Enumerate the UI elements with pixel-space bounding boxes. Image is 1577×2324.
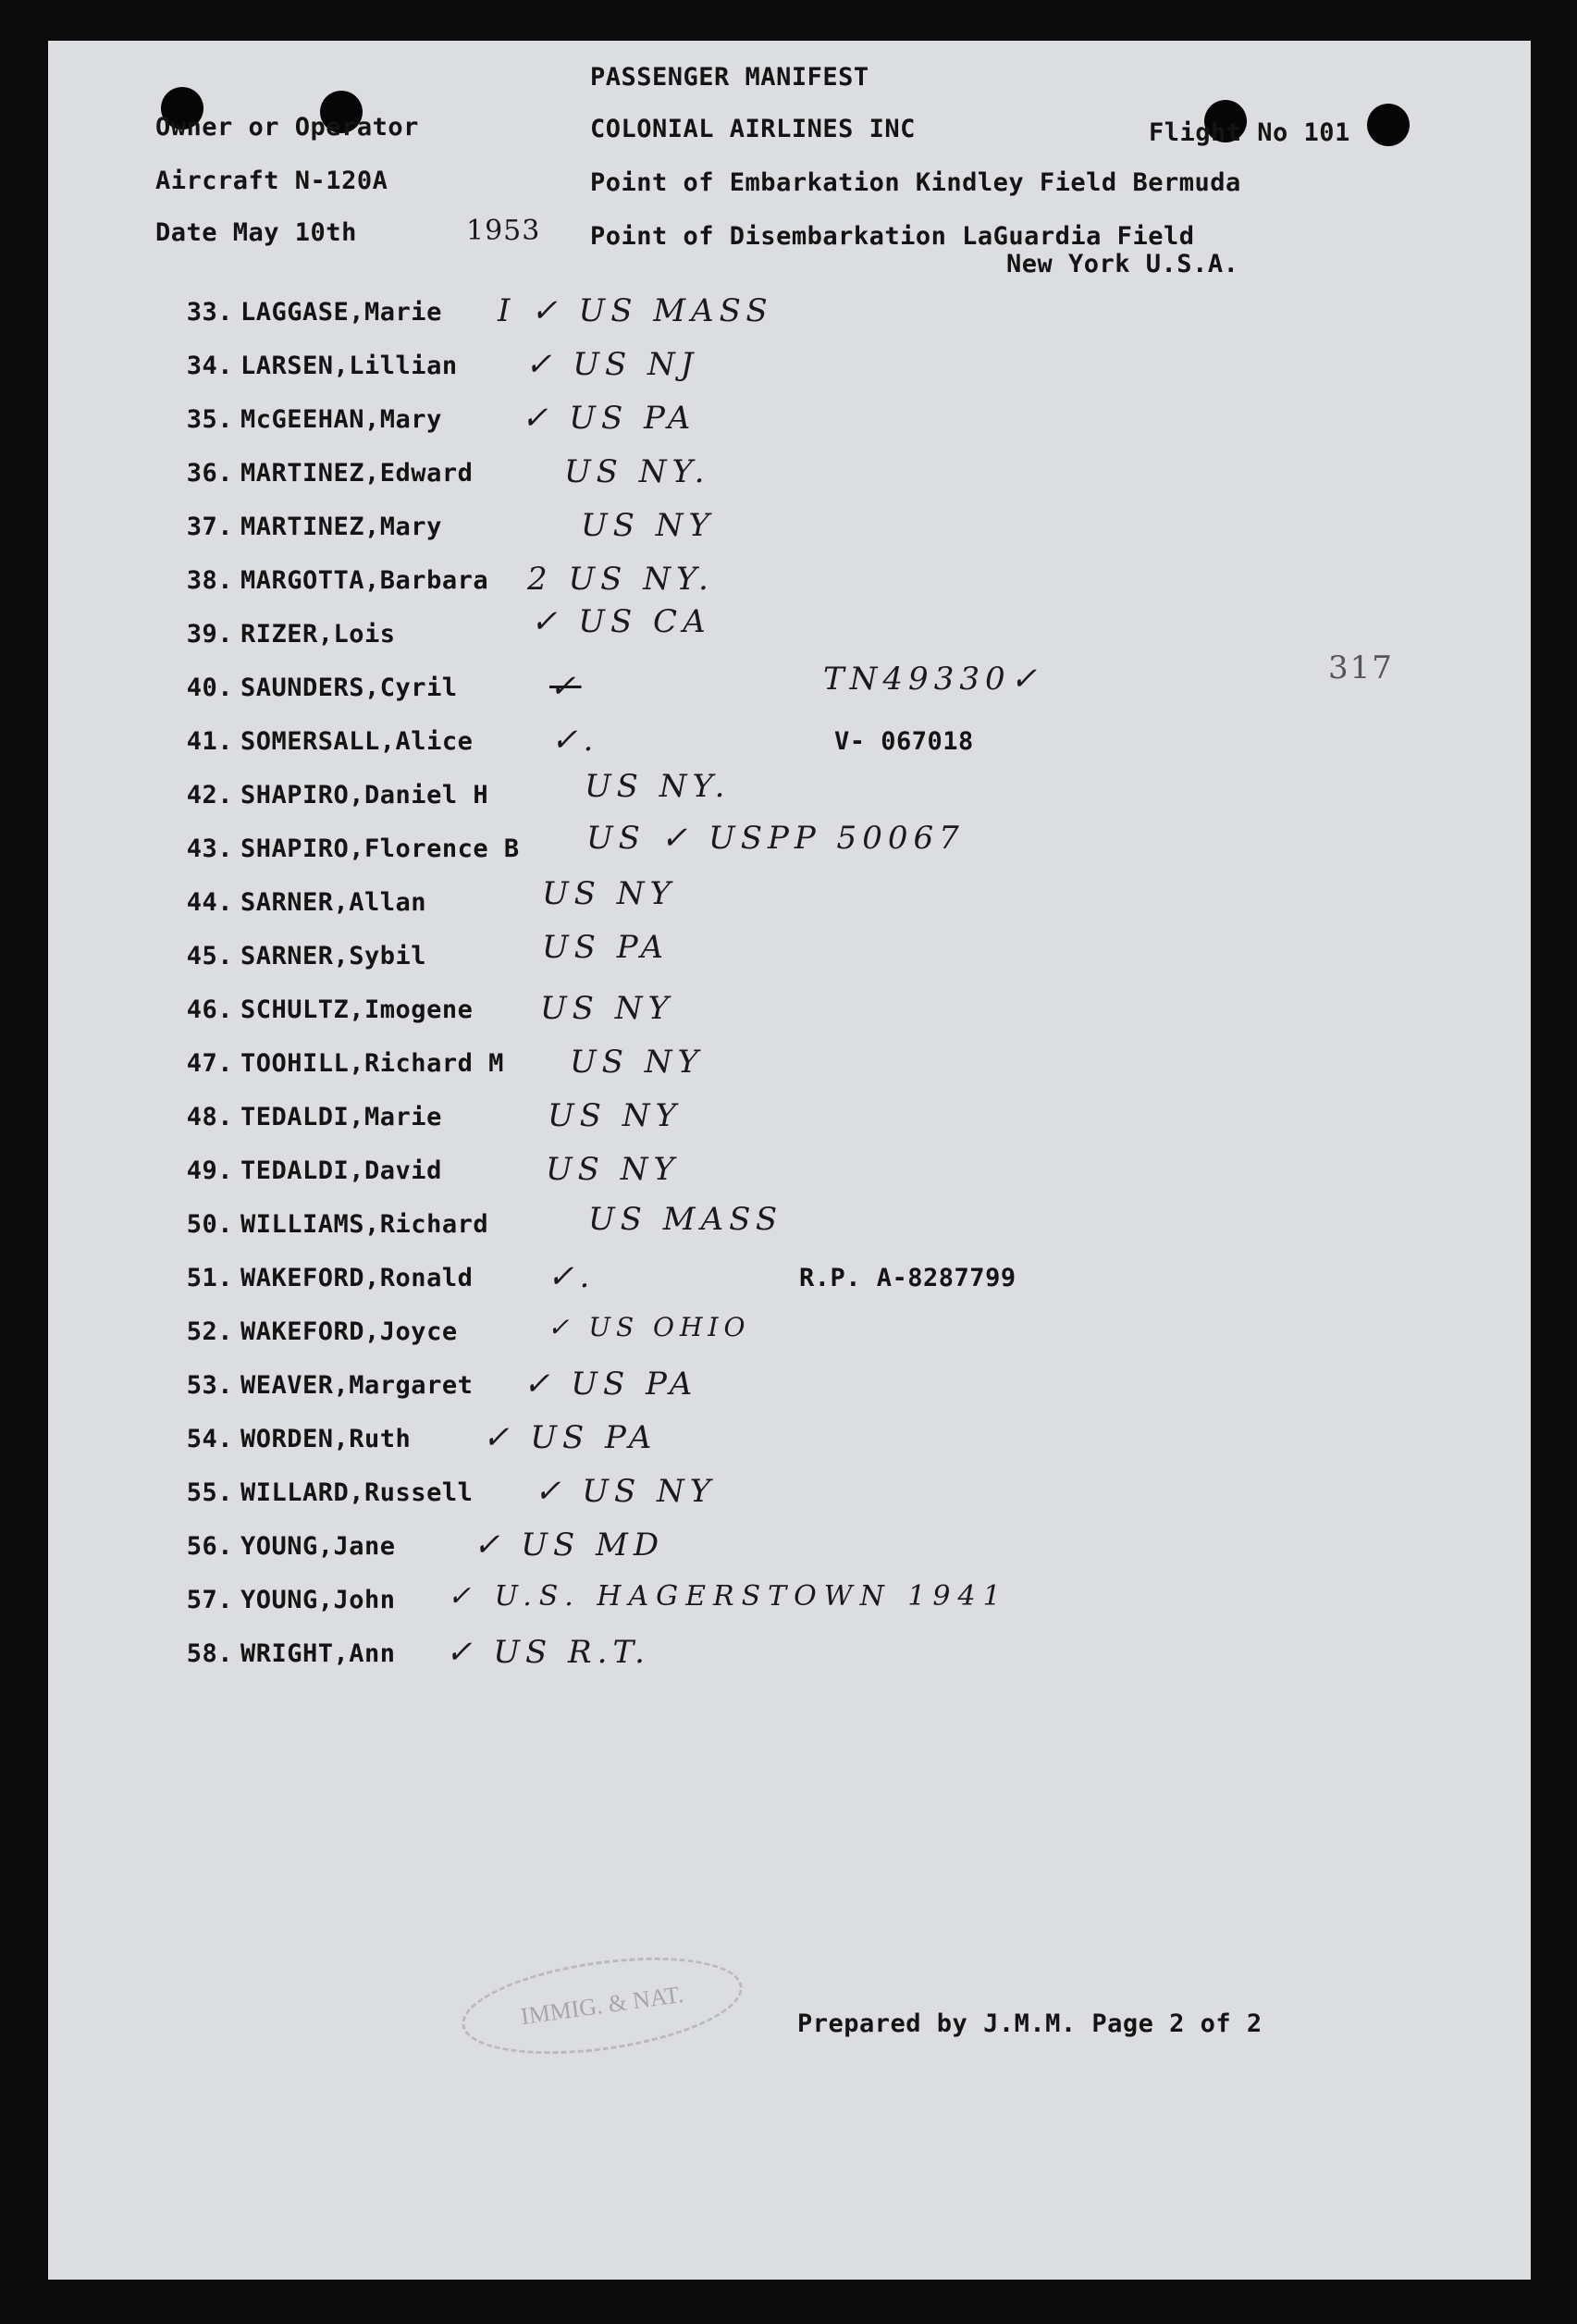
passenger-row-57 <box>168 1580 1278 1623</box>
manifest-title: PASSENGER MANIFEST <box>590 63 869 92</box>
passenger-row-36 <box>168 453 1278 496</box>
passenger-name: SAUNDERS,Cyril <box>240 674 458 702</box>
handwritten-annotation: US MASS <box>588 1201 783 1238</box>
passenger-name: MARTINEZ,Mary <box>240 513 442 541</box>
handwritten-annotation: US NY. <box>564 453 710 490</box>
passenger-number: 35. <box>186 405 233 434</box>
handwritten-annotation: US PA <box>542 929 670 966</box>
passenger-number: 45. <box>186 942 233 970</box>
handwritten-annotation: US NY <box>581 507 715 544</box>
handwritten-annotation: ✓. <box>551 722 599 759</box>
passenger-row-50 <box>168 1201 1278 1247</box>
passenger-number: 49. <box>186 1156 233 1185</box>
handwritten-document-number: TN49330✓ <box>823 661 1043 698</box>
passenger-name: SOMERSALL,Alice <box>240 727 474 756</box>
disembarkation-point: Point of Disembarkation LaGuardia Field <box>590 222 1195 251</box>
passenger-row-47 <box>168 1044 1278 1086</box>
passenger-number: 40. <box>186 674 233 702</box>
disembarkation-city: New York U.S.A. <box>1006 250 1239 278</box>
passenger-number: 33. <box>186 298 233 327</box>
handwritten-annotation: ✓ US PA <box>524 1366 698 1403</box>
flight-number: Flight No 101 <box>1149 118 1350 147</box>
passenger-name: WAKEFORD,Ronald <box>240 1264 474 1292</box>
handwritten-annotation: ✓ US R.T. <box>446 1634 650 1671</box>
passenger-number: 57. <box>186 1586 233 1614</box>
handwritten-annotation: ✓ US PA <box>522 400 696 437</box>
passenger-row-53 <box>168 1366 1278 1408</box>
passenger-row-56 <box>168 1527 1278 1569</box>
handwritten-annotation: US ✓ USPP 50067 <box>586 820 965 857</box>
handwritten-annotation: ✓ US CA <box>531 603 711 640</box>
passenger-name: SHAPIRO,Florence B <box>240 834 520 863</box>
passenger-name: TOOHILL,Richard M <box>240 1049 504 1078</box>
handwritten-annotation: US NY <box>570 1044 704 1081</box>
passenger-number: 46. <box>186 995 233 1024</box>
passenger-number: 43. <box>186 834 233 863</box>
handwritten-annotation: 2 US NY. <box>527 561 714 598</box>
passenger-row-41 <box>168 722 1278 764</box>
passenger-number: 51. <box>186 1264 233 1292</box>
handwritten-annotation: ✓. <box>548 1258 596 1295</box>
passenger-number: 55. <box>186 1478 233 1507</box>
handwritten-annotation: US NY. <box>585 768 731 805</box>
operator-name: COLONIAL AIRLINES INC <box>590 115 916 143</box>
passenger-name: SARNER,Allan <box>240 888 427 917</box>
visa-number: V- 067018 <box>834 727 974 756</box>
prepared-by-footer: Prepared by J.M.M. Page 2 of 2 <box>797 2009 1263 2038</box>
passenger-number: 56. <box>186 1532 233 1561</box>
embarkation-point: Point of Embarkation Kindley Field Bermuda <box>590 168 1241 197</box>
passenger-row-39 <box>168 603 1278 657</box>
handwritten-annotation: ✓ US NY <box>535 1473 717 1510</box>
passenger-name: LAGGASE,Marie <box>240 298 442 327</box>
passenger-number: 37. <box>186 513 233 541</box>
passenger-row-51 <box>168 1258 1278 1301</box>
passenger-row-52 <box>168 1312 1278 1354</box>
passenger-name: WAKEFORD,Joyce <box>240 1317 458 1346</box>
passenger-row-54 <box>168 1419 1278 1462</box>
handwritten-page-number: 317 <box>1328 649 1394 686</box>
passenger-name: RIZER,Lois <box>240 620 396 649</box>
passenger-name: WORDEN,Ruth <box>240 1425 412 1453</box>
handwritten-annotation: ✓ US NJ <box>525 346 699 383</box>
passenger-number: 47. <box>186 1049 233 1078</box>
passenger-number: 50. <box>186 1210 233 1239</box>
passenger-row-33 <box>168 292 1278 335</box>
passenger-row-58 <box>168 1634 1278 1676</box>
passenger-name: TEDALDI,Marie <box>240 1103 442 1131</box>
passenger-row-55 <box>168 1473 1278 1515</box>
passenger-number: 44. <box>186 888 233 917</box>
passenger-name: TEDALDI,David <box>240 1156 442 1185</box>
passenger-number: 36. <box>186 459 233 488</box>
passenger-name: McGEEHAN,Mary <box>240 405 442 434</box>
handwritten-annotation: US NY <box>548 1097 682 1134</box>
passenger-name: MARGOTTA,Barbara <box>240 566 489 595</box>
passenger-name: SHAPIRO,Daniel H <box>240 781 489 810</box>
passenger-name: WILLIAMS,Richard <box>240 1210 489 1239</box>
passenger-row-37 <box>168 507 1278 550</box>
passenger-row-49 <box>168 1151 1278 1193</box>
handwritten-annotation: ✓ US MD <box>474 1527 665 1564</box>
passenger-number: 58. <box>186 1639 233 1668</box>
manifest-date: Date May 10th <box>155 218 357 247</box>
handwritten-annotation: ✓ U.S. HAGERSTOWN 1941 <box>448 1580 1008 1613</box>
passenger-number: 42. <box>186 781 233 810</box>
passenger-name: MARTINEZ,Edward <box>240 459 474 488</box>
handwritten-annotation: US NY <box>542 875 676 912</box>
handwritten-annotation: I ✓ US MASS <box>498 292 773 329</box>
punch-hole-right <box>1367 104 1410 146</box>
passenger-row-46 <box>168 990 1278 1032</box>
passenger-name: WEAVER,Margaret <box>240 1371 474 1400</box>
passenger-number: 48. <box>186 1103 233 1131</box>
passenger-row-43 <box>168 820 1278 872</box>
passenger-row-34 <box>168 346 1278 389</box>
owner-label: Owner or Operator <box>155 113 419 142</box>
handwritten-annotation: US NY <box>540 990 674 1027</box>
passenger-row-45 <box>168 929 1278 979</box>
passenger-number: 53. <box>186 1371 233 1400</box>
handwritten-annotation: ✓ <box>549 668 582 705</box>
handwritten-annotation: US NY <box>546 1151 680 1188</box>
passenger-row-35 <box>168 400 1278 442</box>
aircraft-id: Aircraft N-120A <box>155 167 388 195</box>
passenger-number: 52. <box>186 1317 233 1346</box>
passenger-row-44 <box>168 875 1278 925</box>
immigration-stamp: IMMIG. & NAT. <box>456 1942 748 2070</box>
passenger-row-42 <box>168 768 1278 818</box>
passenger-name: WILLARD,Russell <box>240 1478 474 1507</box>
passenger-number: 54. <box>186 1425 233 1453</box>
passenger-row-40 <box>168 649 1394 711</box>
passenger-number: 39. <box>186 620 233 649</box>
passenger-row-38 <box>168 561 1278 603</box>
passenger-number: 38. <box>186 566 233 595</box>
passenger-name: YOUNG,John <box>240 1586 396 1614</box>
passenger-name: SARNER,Sybil <box>240 942 427 970</box>
handwritten-annotation: ✓ US OHIO <box>548 1312 751 1342</box>
passenger-row-48 <box>168 1097 1278 1140</box>
passenger-number: 41. <box>186 727 233 756</box>
passenger-name: WRIGHT,Ann <box>240 1639 396 1668</box>
passenger-name: LARSEN,Lillian <box>240 352 458 380</box>
re-entry-permit-number: R.P. A-8287799 <box>799 1264 1016 1292</box>
manifest-year: 1953 <box>466 215 541 247</box>
handwritten-annotation: ✓ US PA <box>483 1419 658 1456</box>
passenger-name: SCHULTZ,Imogene <box>240 995 474 1024</box>
passenger-number: 34. <box>186 352 233 380</box>
passenger-name: YOUNG,Jane <box>240 1532 396 1561</box>
